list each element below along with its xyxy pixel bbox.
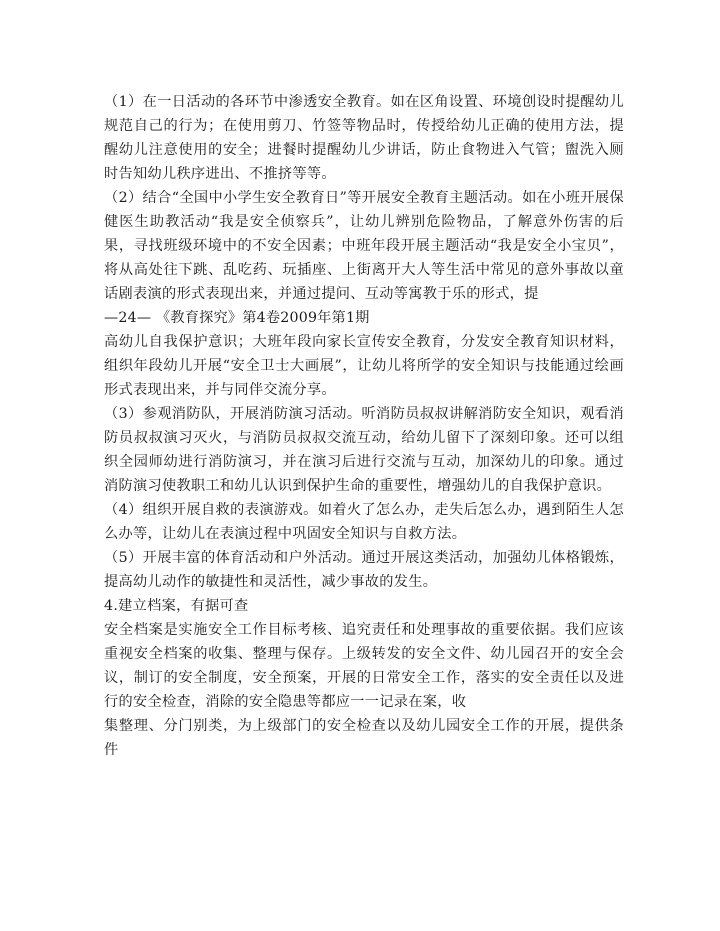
section-heading: 4.建立档案，有据可查: [104, 598, 249, 614]
paragraph-7: 安全档案是实施安全工作目标考核、追究责任和处理事故的重要依据。我们应该重视安全档案的收集、整理与保存。上级转发的安全文件、幼儿园召开的安全会议，制订的安全制度，安全预案，开展的日常安全工作，落实的安全责任以及进行的安全检查，消除的安全隐患等都应一一记录在案，收: [104, 622, 624, 710]
document-body: [104, 90, 624, 762]
paragraph-5: （4）组织开展自救的表演游戏。如着火了怎么办，走失后怎么办，遇到陌生人怎么办等，让幼儿在表演过程中巩固安全知识与自救方法。: [104, 502, 624, 542]
paragraph-6: （5）开展丰富的体育活动和户外活动。通过开展这类活动，加强幼儿体格锻炼，提高幼儿动作的敏捷性和灵活性，减少事故的发生。: [104, 550, 624, 590]
paragraph-2: （2）结合“全国中小学生安全教育日”等开展安全教育主题活动。如在小班开展保健医生助教活动“我是安全侦察兵”，让幼儿辨别危险物品，了解意外伤害的后果，寻找班级环境中的不安全因素；中班年段开展主题活动“我是安全小宝贝”，将从高处往下跳、乱吃药、玩插座、上街离开大人等生活中常见的意外事故以童话剧表演的形式表现出来，并通过提问、互动等寓教于乐的形式，提: [104, 190, 624, 302]
paragraph-1: （1）在一日活动的各环节中渗透安全教育。如在区角设置、环境创设时提醒幼儿规范自己的行为；在使用剪刀、竹签等物品时，传授给幼儿正确的使用方法，提醒幼儿注意使用的安全；进餐时提醒幼儿少讲话，防止食物进入气管；盥洗入厕时告知幼儿秩序进出、不推挤等等。: [104, 94, 624, 182]
paragraph-8: 集整理、分门别类，为上级部门的安全检查以及幼儿园安全工作的开展，提供条件: [104, 718, 624, 758]
paragraph-3: 高幼儿自我保护意识；大班年段向家长宣传安全教育，分发安全教育知识材料，组织年段幼儿开展“安全卫士大画展”，让幼儿将所学的安全知识与技能通过绘画形式表现出来，并与同伴交流分享。: [104, 334, 624, 398]
paragraph-4: （3）参观消防队，开展消防演习活动。听消防员叔叔讲解消防安全知识，观看消防员叔叔演习灭火，与消防员叔叔交流互动，给幼儿留下了深刻印象。还可以组织全园师幼进行消防演习，并在演习后进行交流与互动，加深幼儿的印象。通过消防演习使教职工和幼儿认识到保护生命的重要性，增强幼儿的自我保护意识。: [104, 406, 624, 494]
page-footer: —24— 《教育探究》第4卷2009年第1期: [104, 310, 370, 326]
